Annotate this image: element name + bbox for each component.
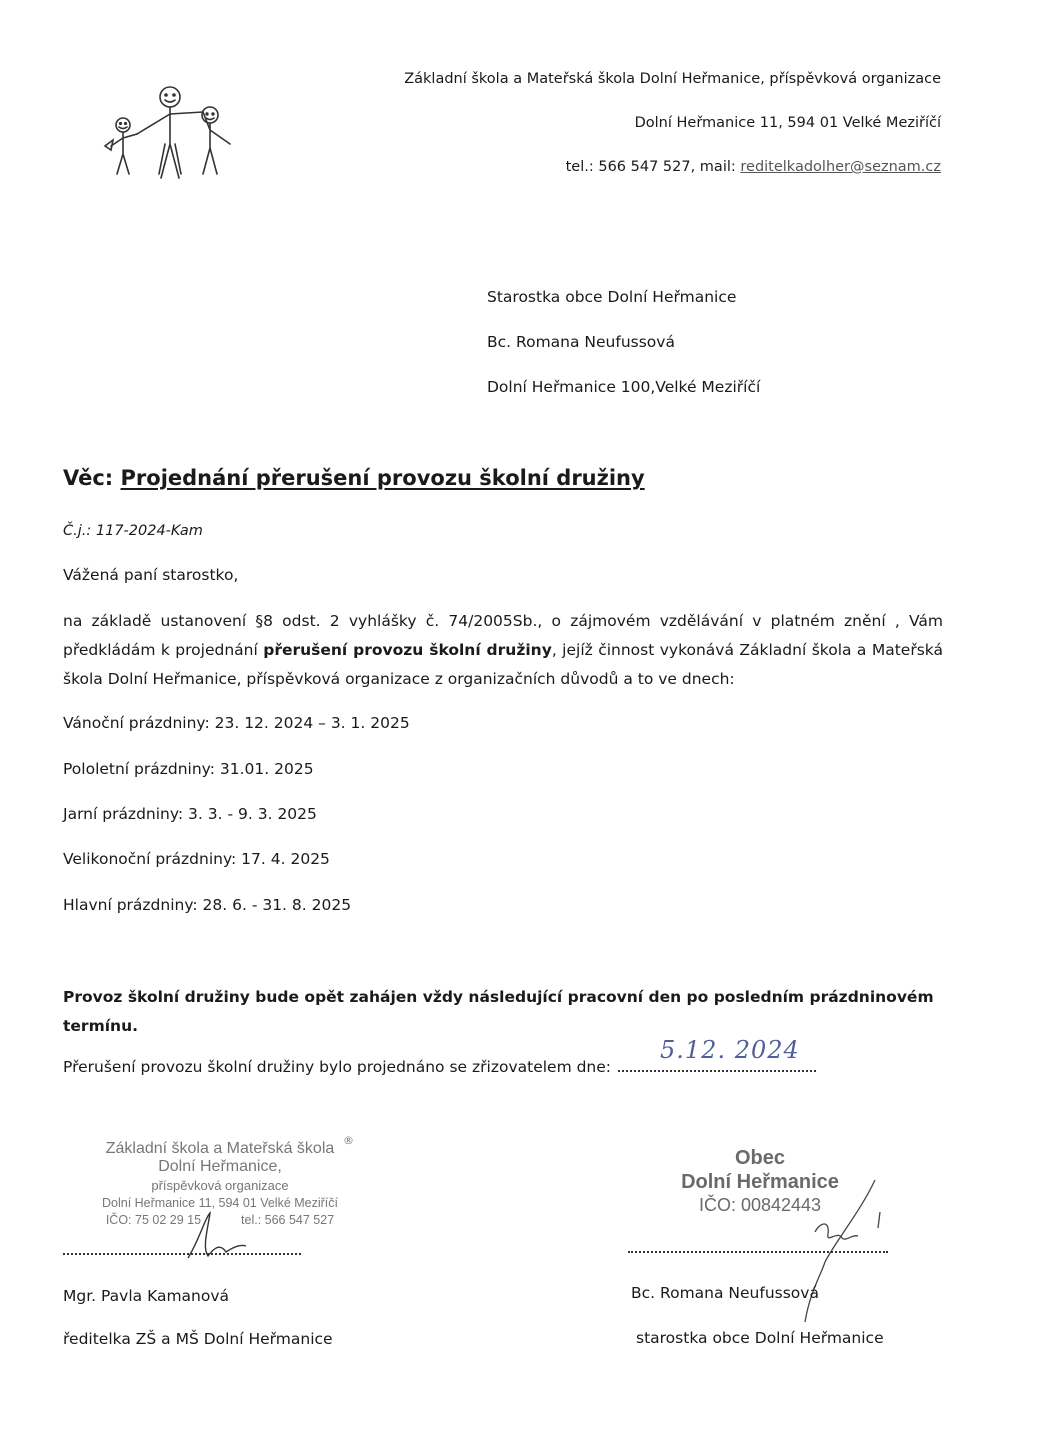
signatory-right-role: starostka obce Dolní Heřmanice (636, 1329, 884, 1347)
stamp-line: příspěvková organizace (151, 1178, 289, 1193)
signature-line-right (628, 1250, 888, 1253)
holiday-item: Velikonoční prázdniny: 17. 4. 2025 (63, 850, 330, 868)
stamp-line: IČO: 00842443 (698, 1195, 822, 1215)
signature-line-left (63, 1252, 301, 1255)
stamp-line: Obec (734, 1147, 786, 1169)
stamp-ico: IČO: 75 02 29 15 (105, 1213, 202, 1227)
holiday-item: Jarní prázdniny: 3. 3. - 9. 3. 2025 (63, 805, 317, 823)
date-dotted-line (618, 1069, 816, 1072)
stamp-line: Dolní Heřmanice 11, 594 01 Velké Meziříčí (102, 1196, 338, 1210)
reference-number: Č.j.: 117-2024-Kam (63, 523, 203, 539)
recipient-line-1: Starostka obce Dolní Heřmanice (487, 288, 737, 306)
subject-text: Projednání přerušení provozu školní družiny (120, 466, 645, 490)
signatory-right-name: Bc. Romana Neufussová (631, 1284, 819, 1302)
paragraph-bold: přerušení provozu školní družiny (263, 641, 552, 659)
stamp-line: Dolní Heřmanice, (158, 1158, 282, 1175)
signatory-left-name: Mgr. Pavla Kamanová (63, 1287, 230, 1305)
stamp-tel: tel.: 566 547 527 (241, 1213, 335, 1227)
discussed-text: Přerušení provozu školní družiny bylo projednáno se zřizovatelem dne: (63, 1058, 616, 1076)
subject-prefix: Věc: (63, 466, 121, 490)
holiday-item: Pololetní prázdniny: 31.01. 2025 (63, 760, 314, 778)
stamp-line: Základní škola a Mateřská škola (105, 1140, 335, 1157)
email-link[interactable]: reditelkadolher@seznam.cz (740, 159, 941, 175)
recipient-line-2: Bc. Romana Neufussová (487, 333, 675, 351)
registered-mark-icon: ® (343, 1134, 354, 1147)
school-logo (95, 82, 240, 182)
resume-note: Provoz školní družiny bude opět zahájen vždy následující pracovní den po posledním prázdninovém termínu. (63, 988, 934, 1035)
holiday-item: Vánoční prázdniny: 23. 12. 2024 – 3. 1. 2025 (63, 714, 410, 732)
body-paragraph (63, 607, 943, 694)
recipient-line-3: Dolní Heřmanice 100,Velké Meziříčí (487, 378, 761, 396)
holiday-item: Hlavní prázdniny: 28. 6. - 31. 8. 2025 (63, 896, 352, 914)
greeting: Vážená paní starostko, (63, 566, 239, 584)
signatory-left-role: ředitelka ZŠ a MŠ Dolní Heřmanice (63, 1330, 333, 1348)
school-contact (566, 159, 941, 175)
stamp-line: Dolní Heřmanice (681, 1171, 839, 1193)
handwritten-date: 5.12. 2024 (660, 1036, 800, 1064)
subject-line (63, 466, 645, 490)
paragraph-part-2: , jejíž činnost vykonává Základní škola a Mateřská škola Dolní Heřmanice, příspěvková organizace z organizačních důvodů a to ve dnech: (63, 641, 943, 688)
school-address: Dolní Heřmanice 11, 594 01 Velké Meziříčí (634, 115, 941, 131)
phone-text: tel.: 566 547 527, mail: (565, 159, 741, 175)
paragraph-part-1: na základě ustanovení §8 odst. 2 vyhlášky č. 74/2005Sb., o zájmovém vzdělávání v platném znění , Vám předkládám k projednání (63, 612, 943, 659)
school-name: Základní škola a Mateřská škola Dolní Heřmanice, příspěvková organizace (404, 71, 941, 87)
